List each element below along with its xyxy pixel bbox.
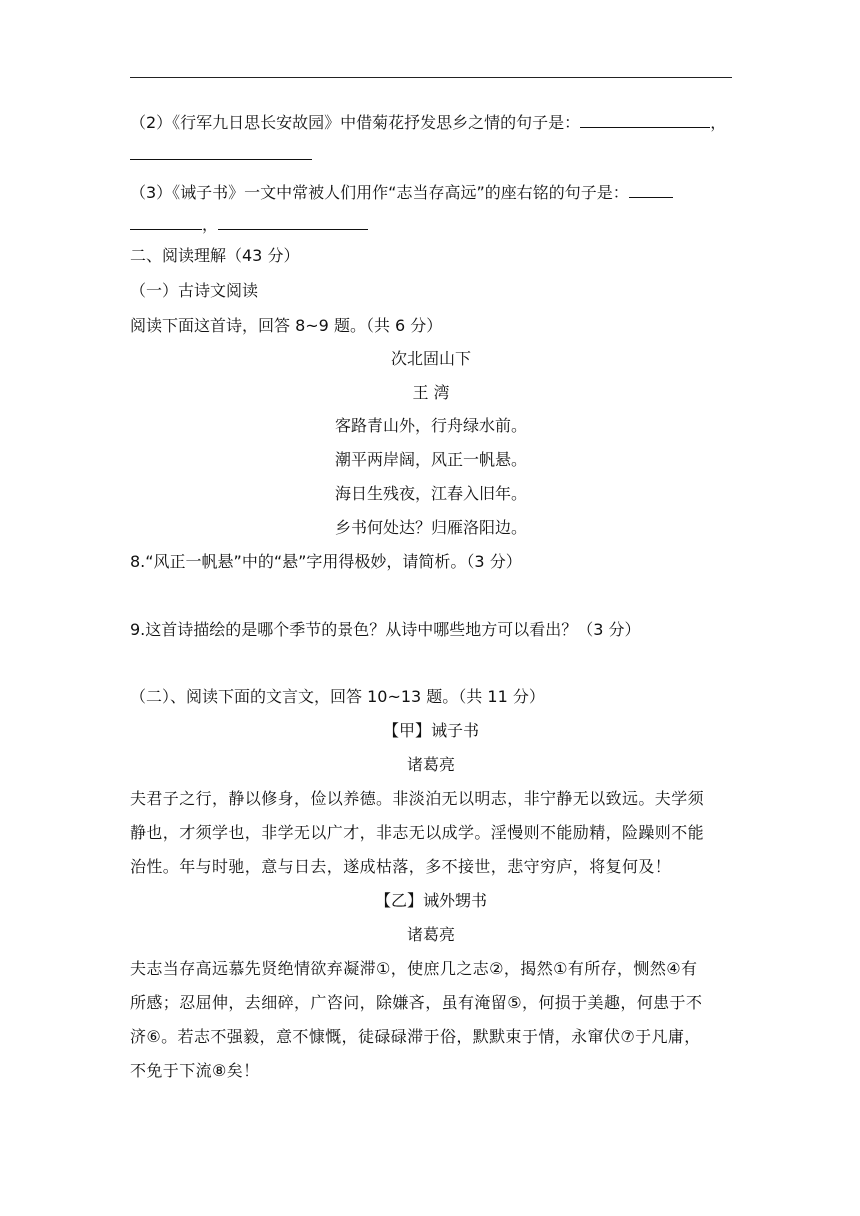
part-2-instruction: （二）、阅读下面的文言文，回答 10~13 题。（共 11 分） [130,687,545,706]
question-3-text: （3）《诫子书》一文中常被人们用作“志当存高远”的座右铭的句子是： [130,183,629,202]
section-title: 二、阅读理解（43 分） [130,246,300,265]
poem-line: 客路青山外，行舟绿水前。 [334,416,527,435]
text-a-line: 治性。年与时驰，意与日去，遂成枯落，多不接世，悲守穷庐，将复何及！ [130,857,672,876]
question-9: 9.这首诗描绘的是哪个季节的景色？从诗中哪些地方可以看出？（3 分） [130,620,641,639]
answer-blank[interactable] [629,181,673,198]
question-3 [130,181,673,204]
poem-line: 乡书何处达？归雁洛阳边。 [334,518,527,537]
text-b-line: 所感；忍屈伸，去细碎，广咨问，除嫌吝，虽有淹留⑤，何损于美趣，何患于不 [130,993,703,1012]
poem-title: 次北固山下 [390,349,471,368]
text-b-line: 不免于下流⑧矣！ [130,1061,260,1080]
header-rule [130,77,732,78]
blank-comma: ， [202,215,219,234]
text-b-line: 夫志当存高远慕先贤绝情欲弃凝滞①，使庶几之志②，揭然①有所存，恻然④有 [130,959,698,978]
part-1-instruction: 阅读下面这首诗，回答 8~9 题。（共 6 分） [130,316,443,335]
answer-blank[interactable] [130,143,312,160]
question-2 [130,111,726,134]
question-2-text: （2）《行军九日思长安故园》中借菊花抒发思乡之情的句子是： [130,113,581,132]
text-a-line: 静也，才须学也，非学无以广才，非志无以成学。淫慢则不能励精，险躁则不能 [130,823,705,842]
poem-author: 王 湾 [412,383,450,402]
part-1-title: （一）古诗文阅读 [130,281,259,300]
answer-blank[interactable] [580,111,710,128]
text-b-author: 诸葛亮 [406,925,455,944]
blank-comma: ， [710,113,727,132]
text-b-title: 【乙】诫外甥书 [374,891,487,910]
text-a-author: 诸葛亮 [406,755,455,774]
text-a-line: 夫君子之行，静以修身，俭以养德。非淡泊无以明志，非宁静无以致远。夫学须 [130,789,705,808]
poem-line: 海日生残夜，江春入旧年。 [334,484,527,503]
text-a-title: 【甲】诫子书 [382,721,479,740]
answer-blank[interactable] [130,213,202,230]
question-3-continuation [130,213,368,236]
poem-line: 潮平两岸阔，风正一帆悬。 [334,450,527,469]
question-8: 8.“风正一帆悬”中的“悬”字用得极妙，请简析。（3 分） [130,552,522,571]
question-2-continuation [130,143,312,166]
text-b-line: 济⑥。若志不强毅，意不慷慨，徒碌碌滞于俗，默默束于情，永窜伏⑦于凡庸， [130,1027,701,1046]
answer-blank[interactable] [218,213,368,230]
